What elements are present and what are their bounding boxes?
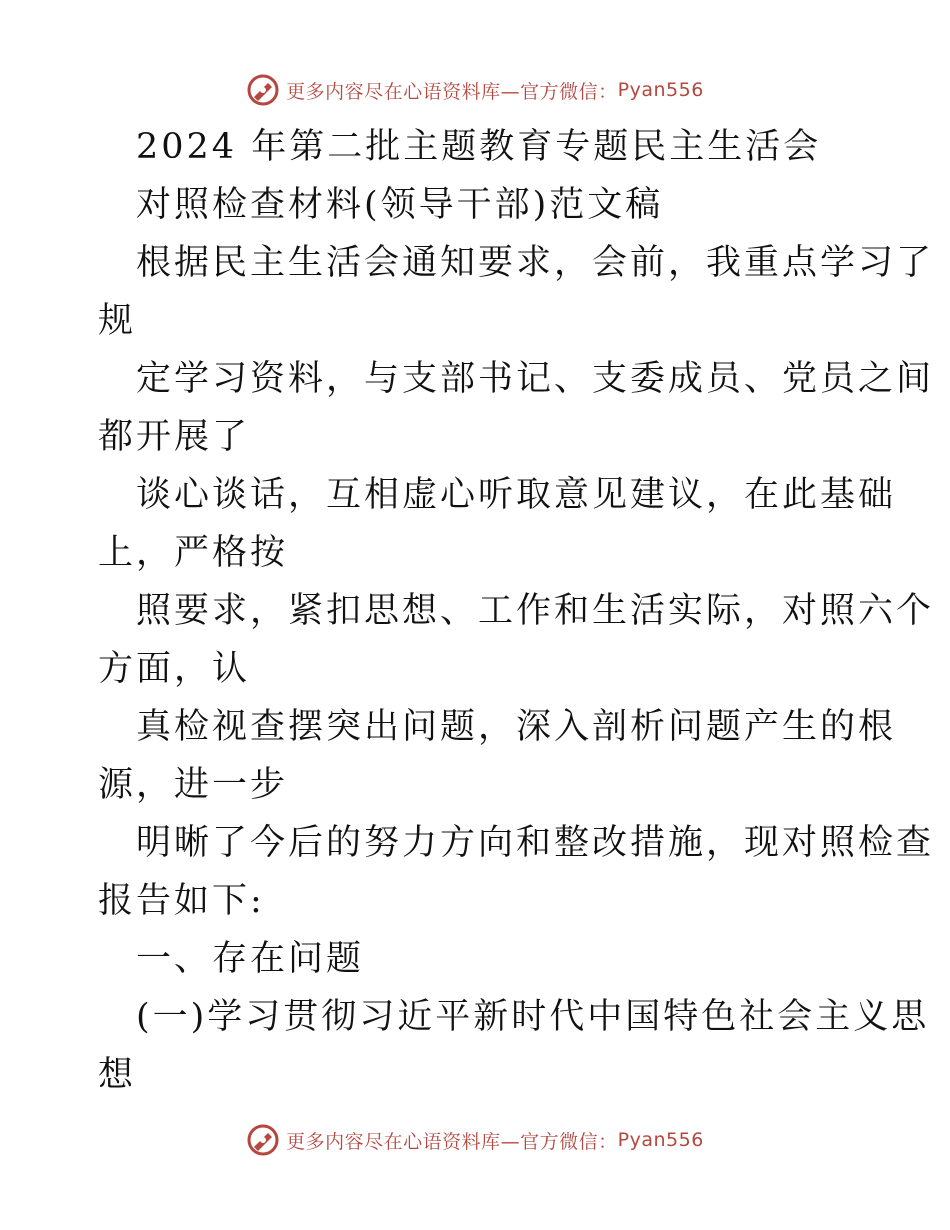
document-line: 对照检查材料(领导干部)范文稿	[136, 185, 664, 225]
document-line: 一、存在问题	[136, 939, 365, 979]
document-line: 方面，认	[98, 649, 251, 689]
document-body	[98, 118, 935, 1104]
banner-text: 更多内容尽在心语资料库—官方微信：	[286, 1130, 618, 1153]
document-line: 谈心谈话，互相虚心听取意见建议，在此基础	[136, 475, 897, 515]
banner-text: 更多内容尽在心语资料库—官方微信：	[286, 80, 618, 103]
document-line: 报告如下:	[98, 881, 265, 921]
document-line: 照要求，紧扣思想、工作和生活实际，对照六个	[136, 591, 935, 631]
document-line: 想	[98, 1055, 137, 1095]
pen-logo-icon	[246, 73, 280, 107]
document-line: (一)学习贯彻习近平新时代中国特色社会主义思	[136, 997, 930, 1037]
footer-watermark	[0, 1120, 950, 1160]
banner-account: Pyan556	[617, 1129, 704, 1151]
document-line: 上，严格按	[98, 533, 289, 573]
document-line: 2024 年第二批主题教育专题民主生活会	[136, 127, 822, 167]
document-line: 源，进一步	[98, 765, 289, 805]
document-line: 都开展了	[98, 417, 251, 457]
document-line: 定学习资料，与支部书记、支委成员、党员之间	[136, 359, 935, 399]
header-watermark	[0, 70, 950, 110]
document-line: 真检视查摆突出问题，深入剖析问题产生的根	[136, 707, 897, 747]
document-line: 明晰了今后的努力方向和整改措施，现对照检查	[136, 823, 935, 863]
banner-account: Pyan556	[617, 79, 704, 101]
document-line: 根据民主生活会通知要求，会前，我重点学习了	[136, 243, 935, 283]
document-line: 规	[98, 301, 137, 341]
pen-logo-icon	[246, 1123, 280, 1157]
